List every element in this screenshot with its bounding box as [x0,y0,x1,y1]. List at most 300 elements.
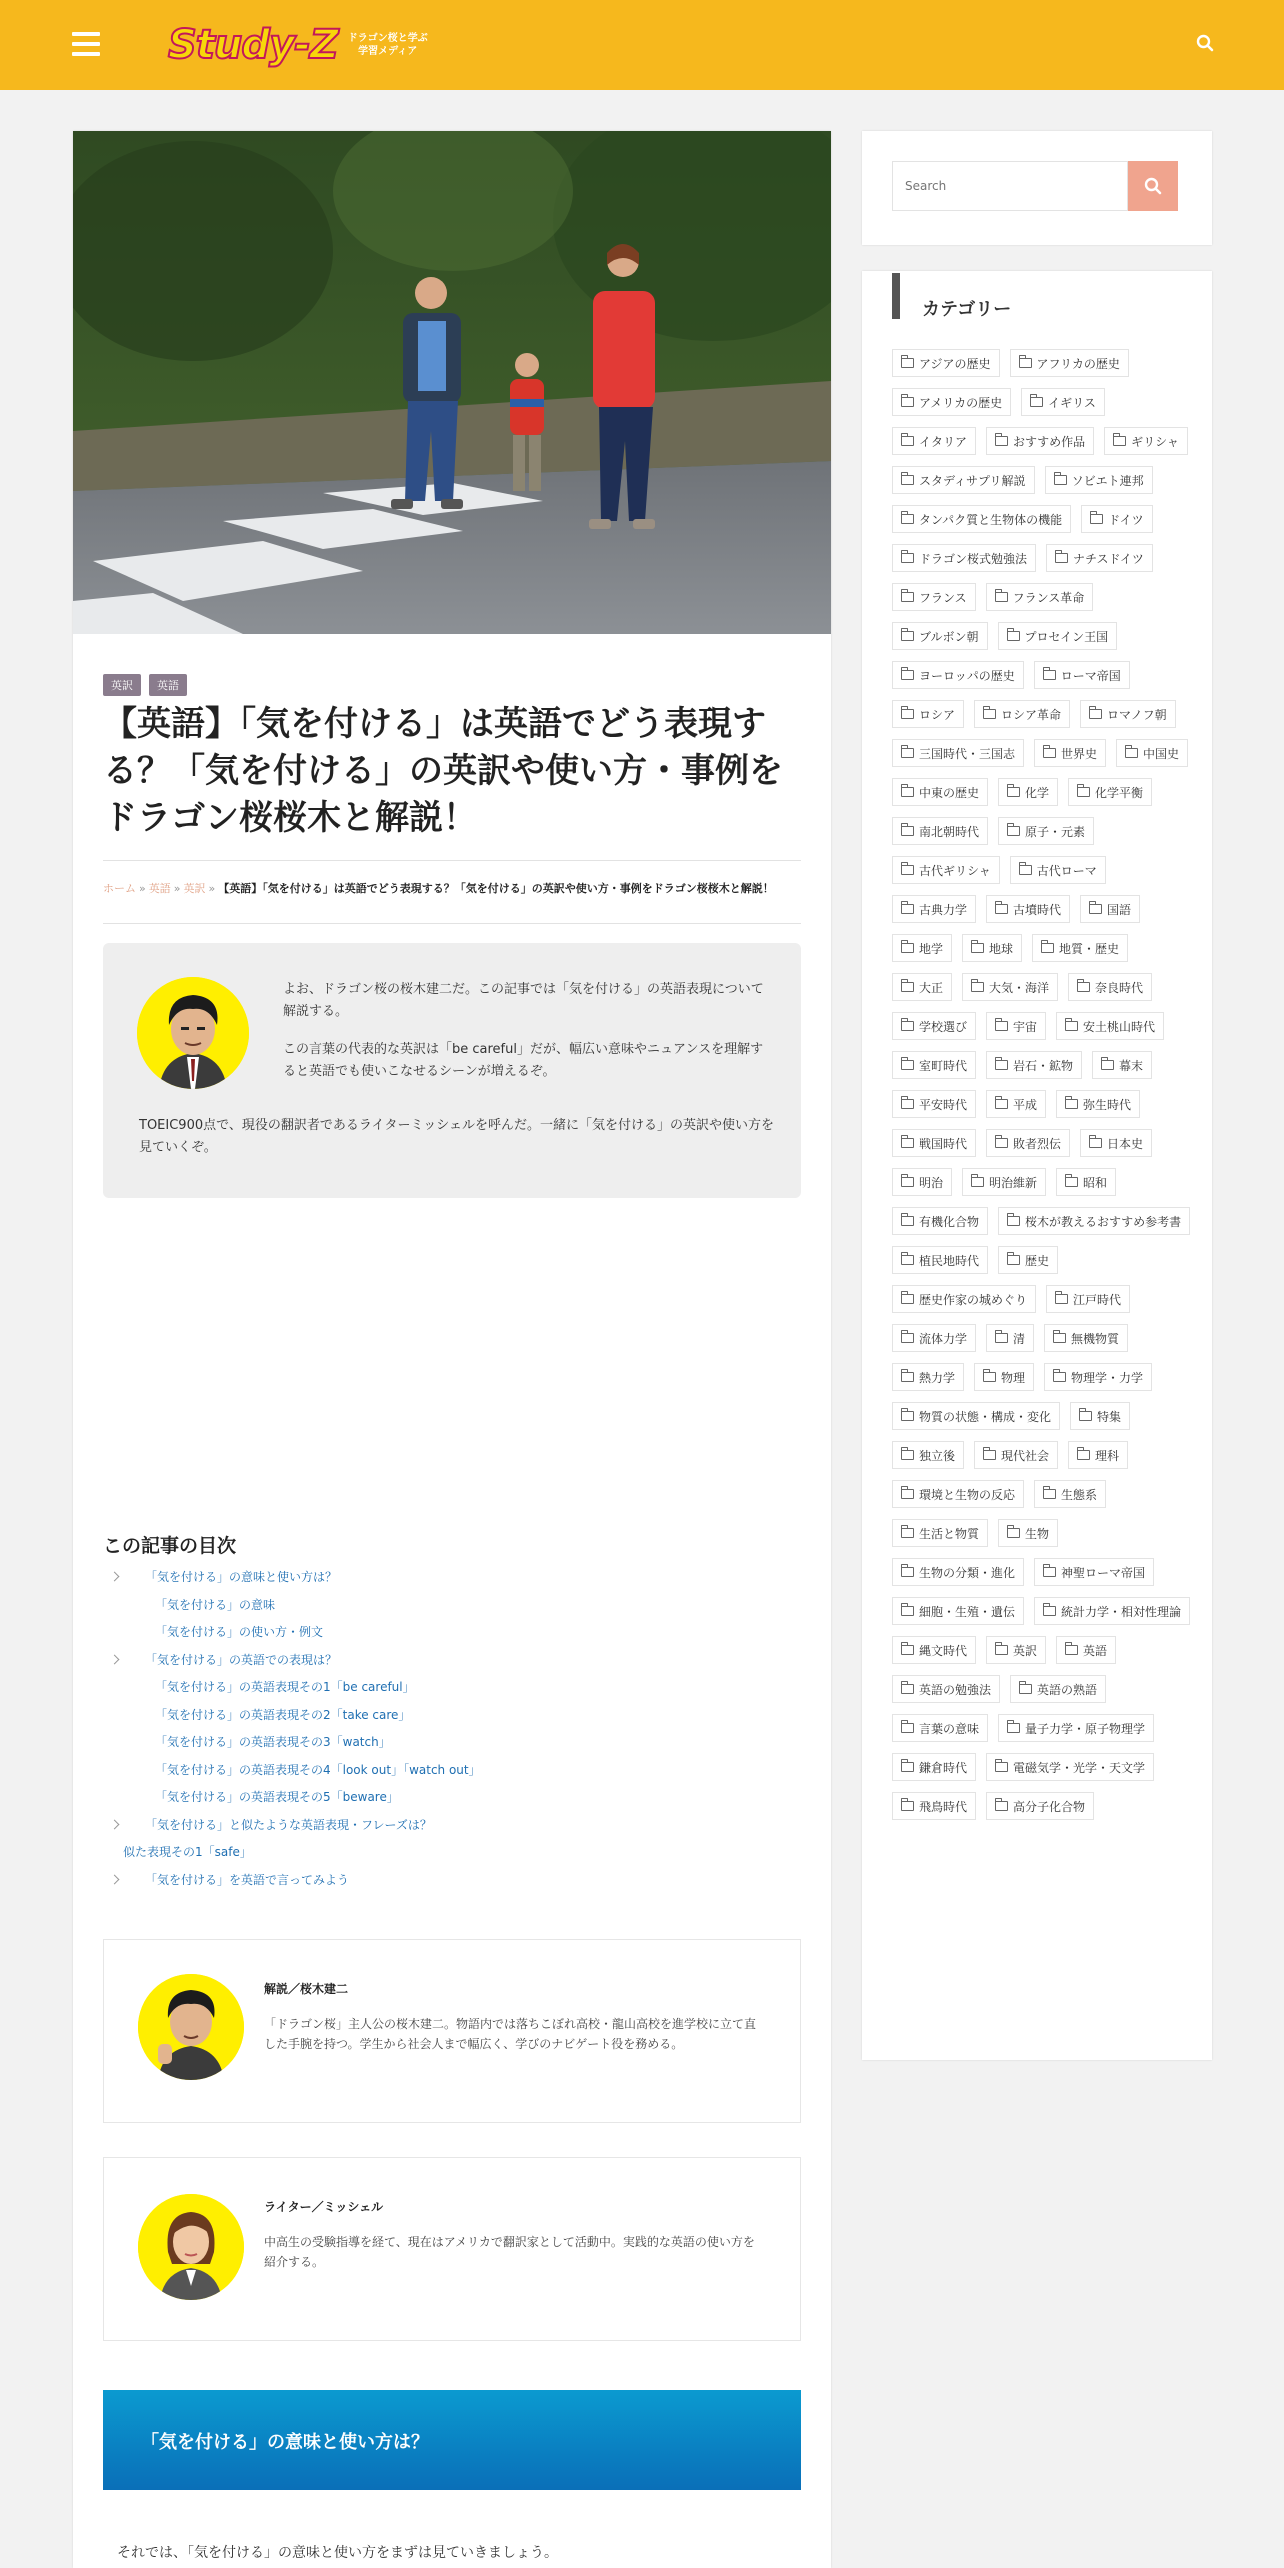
toc-item[interactable] [111,1761,791,1789]
category-link[interactable] [892,661,1024,689]
category-label[interactable]: ローマ帝国 [1060,668,1121,683]
site-logo[interactable] [168,20,428,70]
category-link[interactable] [892,1363,964,1391]
category-link[interactable] [892,1441,964,1469]
folder-icon [901,1762,914,1772]
category-link[interactable] [1068,973,1152,1001]
category-label[interactable]: イギリス [1048,395,1096,410]
category-link[interactable] [974,700,1070,728]
category-link[interactable] [1080,1129,1152,1157]
category-link[interactable] [892,1402,1060,1430]
folder-icon [901,397,914,407]
category-label[interactable]: 岩石・鉱物 [1013,1058,1074,1073]
category-link[interactable] [998,622,1118,650]
folder-icon [971,1177,984,1187]
category-link[interactable] [962,934,1022,962]
folder-icon [901,1606,914,1616]
category-link[interactable] [998,1519,1058,1547]
category-link[interactable] [892,583,976,611]
category-link[interactable] [1045,466,1153,494]
category-link[interactable] [986,1324,1034,1352]
tag-eiyaku[interactable]: 英訳 [103,674,141,696]
category-label[interactable]: 物理 [1001,1370,1026,1385]
breadcrumb-sep: » [173,882,181,895]
folder-icon [1065,1645,1078,1655]
category-label[interactable]: フランス [919,590,967,605]
breadcrumb-home[interactable]: ホーム [103,882,136,895]
category-link[interactable] [986,583,1094,611]
category-label[interactable]: 高分子化合物 [1013,1799,1086,1814]
category-label[interactable]: タンパク質と生物体の機能 [919,512,1063,527]
header-search-icon[interactable] [1196,34,1214,52]
category-link[interactable] [892,1246,988,1274]
folder-icon [1089,1138,1102,1148]
category-label[interactable]: ヨーロッパの歴史 [919,668,1015,683]
category-link[interactable] [998,1246,1058,1274]
category-title: カテゴリー [922,299,1012,320]
category-link[interactable] [892,349,1000,377]
folder-icon [901,1801,914,1811]
category-link[interactable] [1046,1285,1130,1313]
category-link[interactable] [892,1051,976,1079]
category-label[interactable]: 桜木が教えるおすすめ参考書 [1025,1214,1182,1229]
category-link[interactable] [974,1441,1058,1469]
folder-icon [901,631,914,641]
folder-icon [995,1138,1008,1148]
category-label[interactable]: 英語の熟語 [1037,1682,1098,1697]
category-label[interactable]: ソビエト連邦 [1071,473,1144,488]
category-link[interactable] [986,1636,1046,1664]
breadcrumb-current: 【英語】「気を付ける」は英語でどう表現する？「気を付ける」の英訳や使い方・事例をドラゴン桜桜木と解説！ [218,882,774,895]
category-label[interactable]: 化学 [1025,785,1050,800]
site-header [0,0,1284,90]
category-label[interactable]: プロセイン王国 [1024,629,1109,644]
category-label[interactable]: 明治 [919,1175,944,1190]
category-label[interactable]: 電磁気学・光学・天文学 [1013,1760,1146,1775]
category-link[interactable] [1034,1558,1154,1586]
toc-item[interactable] [111,1568,791,1596]
category-link[interactable] [998,1714,1154,1742]
category-link[interactable] [974,1363,1034,1391]
category-label[interactable]: 原子・元素 [1025,824,1086,839]
category-link[interactable] [892,1012,976,1040]
category-label[interactable]: 統計力学・相対性理論 [1061,1604,1182,1619]
folder-icon [1065,1099,1078,1109]
category-label[interactable]: 平成 [1013,1097,1038,1112]
category-link[interactable] [1116,739,1188,767]
chevron-right-icon [110,1654,120,1664]
folder-icon [1055,553,1068,563]
category-link[interactable] [892,1168,952,1196]
category-link[interactable] [962,1168,1046,1196]
category-label[interactable]: 縄文時代 [919,1643,968,1658]
category-link[interactable] [892,427,976,455]
category-label[interactable]: 生物の分類・進化 [919,1565,1016,1580]
toc-item-text[interactable]: 「気を付ける」の意味と使い方は？ [145,1570,338,1584]
category-label[interactable]: アジアの歴史 [919,356,991,371]
folder-icon [901,1333,914,1343]
folder-icon [1089,904,1102,914]
category-label[interactable]: 昭和 [1083,1175,1108,1190]
folder-icon [1019,865,1032,875]
tag-eigo[interactable]: 英語 [149,674,187,696]
category-label[interactable]: 弥生時代 [1083,1097,1132,1112]
category-link[interactable] [998,1207,1190,1235]
category-label[interactable]: 日本史 [1107,1136,1144,1151]
category-link[interactable] [892,1480,1024,1508]
folder-icon [1007,631,1020,641]
intro-text [283,979,773,1099]
category-label[interactable]: 国語 [1107,902,1132,917]
folder-icon [1043,1489,1056,1499]
folder-icon [995,1762,1008,1772]
category-link[interactable] [986,1129,1070,1157]
category-label[interactable]: 理科 [1095,1448,1120,1463]
folder-icon [1079,1411,1092,1421]
category-label[interactable]: 世界史 [1061,746,1098,761]
category-label[interactable]: 有機化合物 [919,1214,980,1229]
category-link[interactable] [998,817,1094,845]
category-link[interactable] [892,1090,976,1118]
category-label[interactable]: アメリカの歴史 [919,395,1003,410]
category-link[interactable] [1044,1324,1128,1352]
category-label[interactable]: 平安時代 [919,1097,968,1112]
profile-description: 中高生の受験指導を経て、現在はアメリカで翻訳家として活動中。実践的な英語の使い方を紹介する。 [264,2235,755,2269]
profile-name: ライター／ミッシェル [264,2200,384,2214]
category-link[interactable] [892,739,1024,767]
folder-icon [983,709,996,719]
folder-icon [901,748,914,758]
folder-icon [995,1099,1008,1109]
section-heading [103,2390,801,2490]
toc-item[interactable] [111,1651,791,1679]
toc-item-text[interactable]: 「気を付ける」の英語での表現は？ [145,1652,338,1667]
category-link[interactable] [1034,1480,1106,1508]
folder-icon [901,943,914,953]
category-label[interactable]: 生態系 [1061,1487,1098,1502]
search-button[interactable] [1128,161,1178,211]
category-link[interactable] [1056,1636,1116,1664]
breadcrumb-cat2[interactable]: 英訳 [183,882,206,895]
toc-title: この記事の目次 [103,1535,237,1557]
folder-icon [901,1216,914,1226]
category-label[interactable]: 歴史作家の城めぐり [919,1292,1028,1307]
category-link[interactable] [986,427,1094,455]
category-label[interactable]: ロシア革命 [1001,707,1062,722]
folder-icon [901,1489,914,1499]
category-link[interactable] [1070,1402,1130,1430]
profile-card-sakuragi [103,1939,801,2123]
category-label[interactable]: 生物 [1025,1526,1050,1541]
category-label[interactable]: 大正 [919,980,944,995]
category-label[interactable]: 明治維新 [989,1175,1038,1190]
category-link[interactable] [1080,700,1176,728]
category-link[interactable] [1010,1675,1106,1703]
category-link[interactable] [962,973,1058,1001]
category-link[interactable] [892,466,1035,494]
folder-icon [1113,436,1126,446]
category-label[interactable]: 江戸時代 [1073,1292,1122,1307]
category-label[interactable]: 古代ローマ [1036,863,1097,878]
folder-icon [1041,943,1054,953]
breadcrumb-cat1[interactable]: 英語 [148,882,171,895]
folder-icon [1019,358,1032,368]
category-label[interactable]: アフリカの歴史 [1036,356,1120,371]
category-label[interactable]: おすすめ作品 [1013,434,1086,449]
category-label[interactable]: 地球 [989,941,1014,956]
category-label[interactable]: 中東の歴史 [919,785,980,800]
toc-item-text[interactable]: 「気を付ける」の英語表現その2「take care」 [155,1707,411,1722]
category-link[interactable] [892,1207,988,1235]
category-label[interactable]: ドラゴン桜式勉強法 [919,551,1028,566]
category-link[interactable] [1081,505,1152,533]
category-link[interactable] [892,388,1011,416]
folder-icon [1043,1606,1056,1616]
category-label[interactable]: スタディサプリ解説 [919,473,1026,488]
search-input[interactable] [892,161,1128,211]
toc-item-text[interactable]: 似た表現その1「safe」 [123,1845,252,1859]
category-link[interactable] [986,895,1070,923]
folder-icon [1019,1684,1032,1694]
toc-item[interactable] [111,1843,791,1871]
folder-icon [901,709,914,719]
category-label[interactable]: 地質・歴史 [1059,941,1120,956]
sakuragi-profile-avatar [138,1974,244,2080]
category-link[interactable] [892,1597,1024,1625]
category-label[interactable]: 物理学・力学 [1071,1370,1144,1385]
category-label[interactable]: 古墳時代 [1013,902,1062,917]
folder-icon [1065,1177,1078,1187]
category-label[interactable]: 特集 [1097,1409,1122,1424]
category-label[interactable]: 清 [1013,1331,1026,1346]
category-link[interactable] [986,1090,1046,1118]
folder-icon [971,982,984,992]
folder-icon [901,1567,914,1577]
category-link[interactable] [1010,349,1129,377]
category-label[interactable]: フランス革命 [1012,590,1085,605]
folder-icon [1007,1723,1020,1733]
category-link[interactable] [1056,1012,1164,1040]
toc-item[interactable] [111,1706,791,1734]
category-label[interactable]: 神聖ローマ帝国 [1061,1565,1146,1580]
category-link[interactable] [892,622,988,650]
toc-item[interactable] [111,1733,791,1761]
article-tags [103,674,187,696]
category-link[interactable] [892,1558,1024,1586]
category-list [892,349,1192,1820]
folder-icon [901,1684,914,1694]
category-link[interactable] [892,934,952,962]
category-label[interactable]: ロシア [919,707,956,722]
category-label[interactable]: 室町時代 [919,1058,968,1073]
category-label[interactable]: ギリシャ [1131,434,1179,449]
category-label[interactable]: 鎌倉時代 [919,1760,968,1775]
category-link[interactable] [1034,739,1106,767]
category-label[interactable]: 奈良時代 [1095,980,1144,995]
article-container [73,131,831,2568]
category-link[interactable] [892,895,976,923]
search-icon [1144,177,1162,195]
folder-icon [901,1528,914,1538]
category-link[interactable] [892,1714,988,1742]
toc-item-text[interactable]: 「気を付ける」と似たような英語表現・フレーズは？ [145,1817,432,1832]
toc-item-text[interactable]: 「気を付ける」を英語で言ってみよう [145,1872,350,1887]
category-label[interactable]: 地学 [919,941,944,956]
folder-icon [995,904,1008,914]
folder-icon [901,1021,914,1031]
category-label[interactable]: 言葉の意味 [919,1721,980,1736]
category-link[interactable] [1080,895,1140,923]
category-link[interactable] [892,973,952,1001]
category-label[interactable]: 三国時代・三国志 [919,746,1016,761]
category-label[interactable]: 現代社会 [1001,1448,1050,1463]
category-link[interactable] [892,1285,1036,1313]
toc-item-text[interactable]: 「気を付ける」の英語表現その1「be careful」 [155,1680,415,1694]
category-link[interactable] [892,856,1000,884]
category-link[interactable] [892,1753,976,1781]
breadcrumb-bottom-divider [103,923,801,924]
folder-icon [901,358,914,368]
profile-card-michelle [103,2157,801,2341]
category-label[interactable]: ドイツ [1108,512,1144,527]
toc-item[interactable] [111,1596,791,1624]
category-label[interactable]: 熱力学 [919,1370,956,1385]
category-label[interactable]: イタリア [919,434,968,449]
category-link[interactable] [1046,544,1153,572]
toc-item-text[interactable]: 「気を付ける」の英語表現その4「look out」「watch out」 [155,1762,481,1777]
category-label[interactable]: 歴史 [1025,1253,1050,1268]
toc-item-text[interactable]: 「気を付ける」の英語表現その3「watch」 [155,1735,391,1749]
toc-item-text[interactable]: 「気を付ける」の使い方・例文 [155,1625,324,1639]
toc-item[interactable] [111,1678,791,1706]
category-link[interactable] [892,1636,976,1664]
category-link[interactable] [892,1792,976,1820]
category-label[interactable]: 学校選び [919,1019,968,1034]
category-label[interactable]: 量子力学・原子物理学 [1025,1721,1146,1736]
folder-icon [1007,1255,1020,1265]
category-link[interactable] [892,1519,988,1547]
category-label[interactable]: 古代ギリシャ [919,863,991,878]
category-link[interactable] [998,778,1058,806]
toc-item[interactable] [111,1623,791,1651]
category-label[interactable]: 化学平衡 [1095,785,1144,800]
category-label[interactable]: 南北朝時代 [919,824,980,839]
category-link[interactable] [892,1129,976,1157]
folder-icon [1053,1372,1066,1382]
folder-icon [1054,475,1067,485]
category-link[interactable] [986,1012,1046,1040]
toc-item[interactable] [111,1788,791,1816]
category-label[interactable]: 植民地時代 [919,1253,980,1268]
category-label[interactable]: ロマノフ朝 [1107,707,1167,722]
category-label[interactable]: 生活と物質 [919,1526,980,1541]
category-link[interactable] [892,778,988,806]
folder-icon [1077,982,1090,992]
category-label[interactable]: ナチスドイツ [1073,551,1144,566]
folder-icon [901,1411,914,1421]
category-link[interactable] [892,505,1071,533]
category-link[interactable] [1021,388,1105,416]
breadcrumb [103,880,801,896]
folder-icon [901,826,914,836]
category-link[interactable] [1032,934,1128,962]
category-link[interactable] [1056,1090,1140,1118]
category-label[interactable]: 幕末 [1119,1058,1144,1073]
category-link[interactable] [1092,1051,1152,1079]
category-label[interactable]: 流体力学 [919,1331,968,1346]
folder-icon [1043,748,1056,758]
category-link[interactable] [986,1753,1154,1781]
category-label[interactable]: 安土桃山時代 [1083,1019,1156,1034]
category-label[interactable]: 環境と生物の反応 [919,1487,1016,1502]
category-label[interactable]: 古典力学 [919,902,968,917]
toc-item-text[interactable]: 「気を付ける」の意味 [155,1597,276,1612]
hamburger-menu-icon[interactable] [72,32,100,56]
category-label[interactable]: 大気・海洋 [989,980,1050,995]
category-link[interactable] [986,1051,1082,1079]
toc-item[interactable] [111,1816,791,1844]
folder-icon [901,1372,914,1382]
category-label[interactable]: 英語 [1083,1643,1108,1658]
category-link[interactable] [892,700,964,728]
category-label[interactable]: 物質の状態・構成・変化 [919,1409,1052,1424]
category-link[interactable] [892,544,1036,572]
folder-icon [901,1177,914,1187]
category-label[interactable]: 戦国時代 [919,1136,968,1151]
intro-paragraph-3: TOEIC900点で、現役の翻訳者であるライターミッシェルを呼んだ。一緒に「気を付ける」の英訳や使い方を見ていくぞ。 [139,1118,774,1155]
category-link[interactable] [1034,1597,1190,1625]
category-link[interactable] [1056,1168,1116,1196]
folder-icon [1065,1021,1078,1031]
category-label[interactable]: 無機物質 [1071,1331,1120,1346]
category-label[interactable]: 細胞・生殖・遺伝 [919,1604,1016,1619]
category-link[interactable] [1104,427,1188,455]
toc-item[interactable] [111,1871,791,1899]
category-label[interactable]: 宇宙 [1013,1019,1038,1034]
category-link[interactable] [1034,661,1130,689]
category-link[interactable] [1068,1441,1128,1469]
toc-item-text[interactable]: 「気を付ける」の英語表現その5「beware」 [155,1790,399,1804]
category-label[interactable]: 独立後 [919,1448,956,1463]
michelle-profile-avatar [138,2194,244,2300]
category-label[interactable]: 中国史 [1143,746,1180,761]
category-link[interactable] [892,1675,1000,1703]
category-link[interactable] [1010,856,1106,884]
body-paragraph: それでは、「気を付ける」の意味と使い方をまずは見ていきましょう。 [117,2545,558,2561]
category-link[interactable] [1044,1363,1152,1391]
folder-icon [1055,1294,1068,1304]
folder-icon [983,1450,996,1460]
category-label[interactable]: 英語の勉強法 [919,1682,992,1697]
category-label[interactable]: 敗者烈伝 [1013,1136,1062,1151]
category-label[interactable]: ブルボン朝 [919,629,979,644]
folder-icon [995,1060,1008,1070]
folder-icon [1043,670,1056,680]
category-label[interactable]: 飛鳥時代 [919,1799,968,1814]
folder-icon [1007,826,1020,836]
category-link[interactable] [1068,778,1152,806]
profile-name: 解説／桜木建二 [264,1982,349,1996]
folder-icon [901,475,914,485]
folder-icon [901,1723,914,1733]
tagline-line2: 学習メディア [358,46,418,57]
folder-icon [901,553,914,563]
category-link[interactable] [986,1792,1094,1820]
folder-icon [901,904,914,914]
category-link[interactable] [892,817,988,845]
category-label[interactable]: 英訳 [1013,1643,1038,1658]
category-link[interactable] [892,1324,976,1352]
